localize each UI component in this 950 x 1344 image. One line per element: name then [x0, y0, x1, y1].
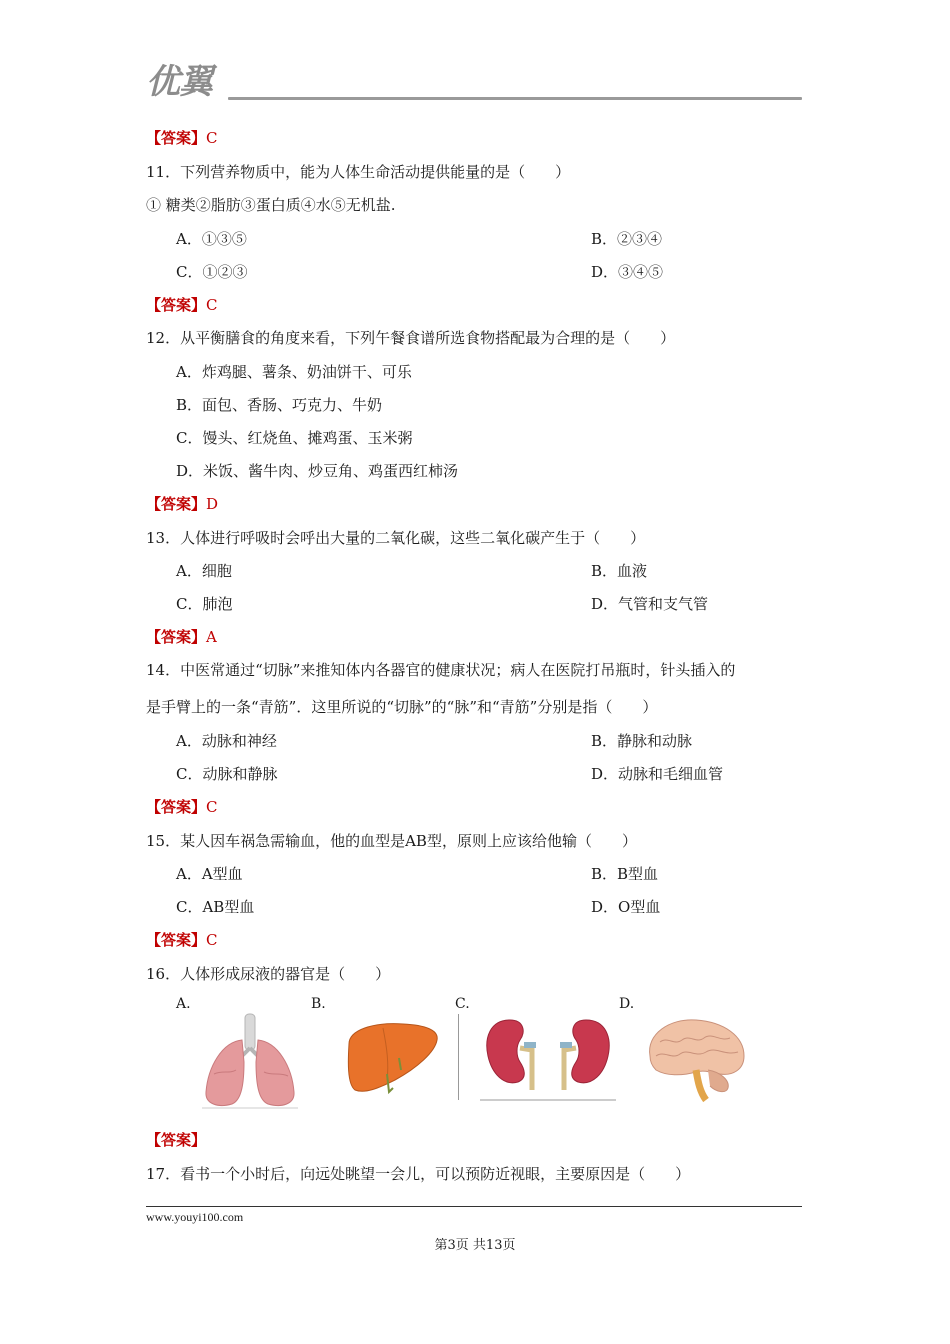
- question-11-option-a: A．①③⑤: [176, 230, 247, 248]
- question-13-stem: 13．人体进行呼吸时会呼出大量的二氧化碳，这些二氧化碳产生于（ ）: [146, 529, 646, 547]
- question-15-option-b: B．B型血: [591, 865, 659, 883]
- answer-16: 【答案】: [146, 1131, 207, 1149]
- answer-13: 【答案】A: [146, 628, 217, 646]
- footer-url[interactable]: www.youyi100.com: [146, 1210, 244, 1224]
- answer-12: 【答案】D: [146, 495, 219, 513]
- question-14-option-b: B．静脉和动脉: [591, 732, 693, 750]
- question-12-option-b: B．面包、香肠、巧克力、牛奶: [176, 396, 383, 414]
- footer-rule: [146, 1206, 802, 1207]
- question-15-option-d: D．O型血: [591, 898, 661, 916]
- answer-10: 【答案】C: [146, 129, 218, 147]
- question-11-option-b: B．②③④: [591, 230, 663, 248]
- question-14-option-d: D．动脉和毛细血管: [591, 765, 724, 783]
- question-17-stem: 17．看书一个小时后，向远处眺望一会儿，可以预防近视眼，主要原因是（ ）: [146, 1165, 691, 1183]
- question-13-option-a: A．细胞: [176, 562, 232, 580]
- question-11-sub: ① 糖类②脂肪③蛋白质④水⑤无机盐.: [146, 196, 396, 214]
- figure-label-c: C.: [455, 996, 470, 1012]
- question-15-option-c: C．AB型血: [176, 898, 255, 916]
- question-12-option-d: D．米饭、酱牛肉、炒豆角、鸡蛋西红柿汤: [176, 462, 459, 480]
- figure-label-b: B.: [311, 996, 326, 1012]
- question-14-stem-line2: 是手臂上的一条“青筋”．这里所说的“切脉”的“脉”和“青筋”分别是指（ ）: [146, 698, 658, 716]
- question-13-option-d: D．气管和支气管: [591, 595, 709, 613]
- question-14-stem-line1: 14．中医常通过“切脉”来推知体内各器官的健康状况；病人在医院打吊瓶时，针头插入的: [146, 661, 736, 679]
- question-12-option-a: A．炸鸡腿、薯条、奶油饼干、可乐: [176, 363, 412, 381]
- page-number: 第3页 共13页: [434, 1238, 516, 1253]
- question-13-option-b: B．血液: [591, 562, 648, 580]
- question-16-stem: 16．人体形成尿液的器官是（ ）: [146, 965, 391, 983]
- question-14-option-c: C．动脉和静脉: [176, 765, 278, 783]
- question-13-option-c: C．肺泡: [176, 595, 233, 613]
- brain-icon: [640, 1012, 752, 1104]
- question-11-stem: 11．下列营养物质中，能为人体生命活动提供能量的是（ ）: [146, 163, 571, 181]
- question-11-option-c: C．①②③: [176, 263, 248, 281]
- liver-icon: [343, 1018, 443, 1098]
- header-rule: [228, 97, 802, 100]
- figure-label-d: D.: [619, 996, 635, 1012]
- lungs-icon: [200, 1012, 300, 1110]
- answer-15: 【答案】C: [146, 931, 218, 949]
- answer-14: 【答案】C: [146, 798, 218, 816]
- question-11-option-d: D．③④⑤: [591, 263, 664, 281]
- logo: 优翼: [146, 62, 212, 102]
- question-15-option-a: A．A型血: [176, 865, 243, 883]
- figure-label-a: A.: [176, 996, 191, 1012]
- question-12-stem: 12．从平衡膳食的角度来看，下列午餐食谱所选食物搭配最为合理的是（ ）: [146, 329, 676, 347]
- answer-11: 【答案】C: [146, 296, 218, 314]
- question-12-option-c: C．馒头、红烧鱼、摊鸡蛋、玉米粥: [176, 429, 413, 447]
- figure-divider: [458, 1014, 459, 1100]
- question-15-stem: 15．某人因车祸急需输血，他的血型是AB型，原则上应该给他输（ ）: [146, 832, 637, 850]
- kidneys-icon: [480, 1012, 616, 1102]
- question-14-option-a: A．动脉和神经: [176, 732, 277, 750]
